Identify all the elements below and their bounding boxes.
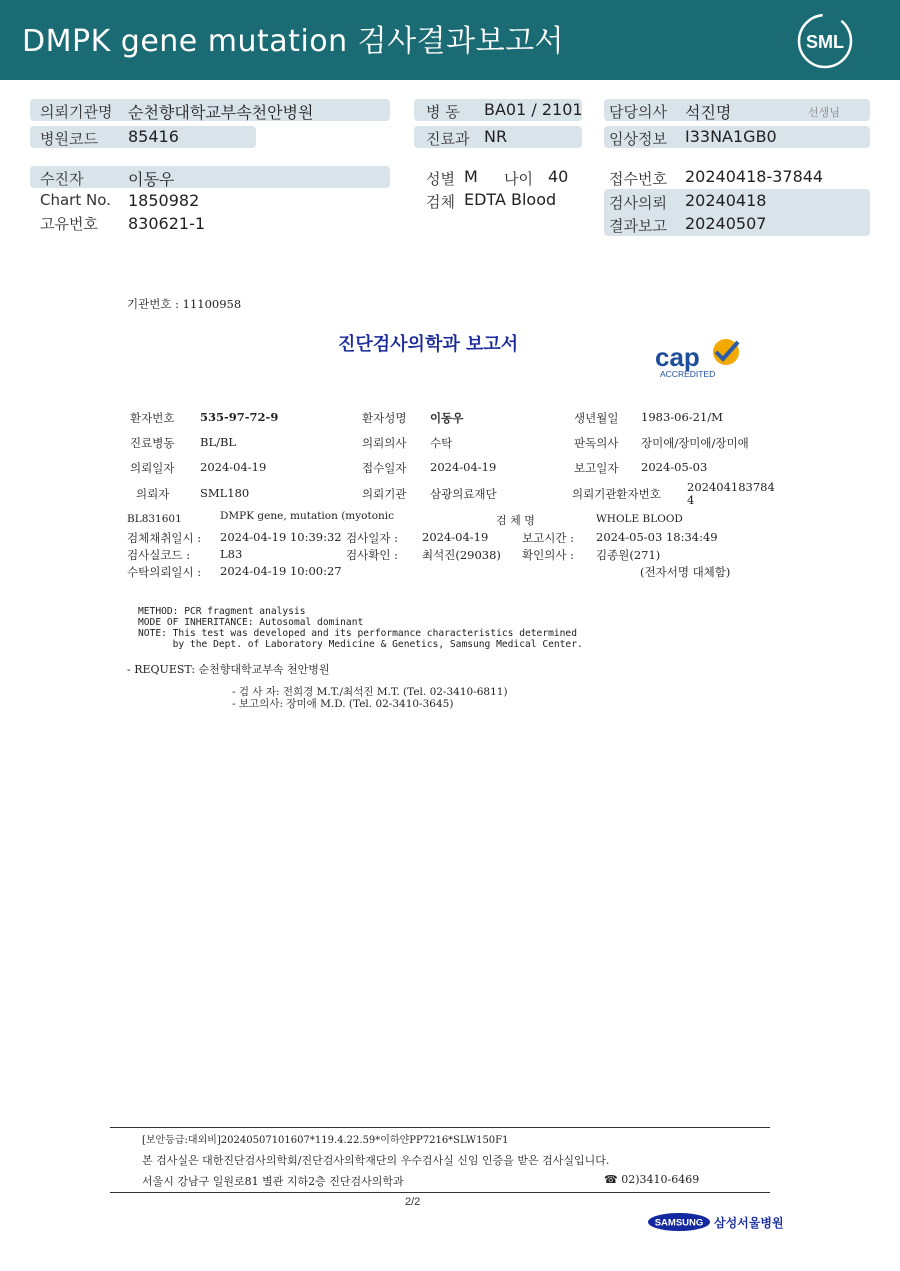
labcode-label: 검사실코드 : — [127, 548, 191, 562]
specimen-name-value: WHOLE BLOOD — [596, 513, 683, 525]
r4-label-1: 의뢰자 — [136, 487, 170, 501]
test-code: BL831601 — [127, 513, 182, 525]
hospital-name: 삼성서울병원 — [714, 1216, 784, 1230]
age-label: 나이 — [504, 170, 533, 188]
r1-label-2: 환자성명 — [362, 411, 407, 425]
r1-label-3: 생년월일 — [574, 411, 619, 425]
samsung-logo-text: SAMSUNG — [654, 1217, 704, 1229]
request-value: 20240418 — [685, 191, 767, 210]
r4-value-2: 삼광의료재단 — [430, 487, 497, 501]
confirmer-value: 김종원(271) — [596, 548, 661, 562]
r3-value-2: 2024-04-19 — [430, 460, 497, 474]
sex-value: M — [464, 167, 478, 186]
age-value: 40 — [548, 167, 569, 186]
r2-value-1: BL/BL — [200, 435, 237, 449]
r2-value-2: 수탁 — [430, 436, 453, 450]
r4-label-2: 의뢰기관 — [362, 487, 407, 501]
hospital-code-label: 병원코드 — [40, 130, 98, 148]
address-line: 서울시 강남구 일원로81 별관 지하2층 진단검사의학과 — [142, 1175, 404, 1188]
esign-note: (전자서명 대체함) — [640, 565, 731, 579]
reporttime-label: 보고시간 : — [522, 531, 574, 545]
consign-label: 수탁의뢰일시 : — [127, 565, 202, 579]
r1-label-1: 환자번호 — [130, 411, 175, 425]
r3-label-3: 보고일자 — [574, 461, 619, 475]
collect-label: 검체채취일시 : — [127, 531, 202, 545]
reporttime-value: 2024-05-03 18:34:49 — [596, 530, 718, 544]
phone-line: ☎ 02)3410-6469 — [604, 1173, 700, 1186]
chart-value: 1850982 — [128, 191, 200, 210]
reporter-line: - 보고의사: 장미애 M.D. (Tel. 02-3410-3645) — [232, 698, 454, 710]
patient-bar — [30, 166, 390, 188]
r4-label-3: 의뢰기관환자번호 — [572, 487, 661, 501]
r2-value-3: 장미애/장미애/장미애 — [641, 436, 749, 450]
org-number: 기관번호 : 11100958 — [127, 297, 242, 311]
report-title: 진단검사의학과 보고서 — [338, 334, 519, 355]
institution-label: 의뢰기관명 — [40, 103, 113, 121]
page-title: DMPK gene mutation 검사결과보고서 — [22, 24, 565, 59]
labcode-value: L83 — [220, 547, 243, 561]
method-line: METHOD: PCR fragment analysis — [138, 606, 306, 617]
reception-value: 20240418-37844 — [685, 167, 824, 186]
ward-value: BA01 / 2101 — [484, 100, 583, 119]
cert-line: 본 검사실은 대한진단검사의학회/진단검사의학재단의 우수검사실 신임 인증을 받은 검사실입니다. — [142, 1154, 610, 1167]
r3-value-1: 2024-04-19 — [200, 460, 267, 474]
sml-logo-text: SML — [806, 32, 844, 52]
method-line: MODE OF INHERITANCE: Autosomal dominant — [138, 617, 364, 628]
footer-top-rule — [110, 1127, 770, 1128]
samsung-logo-icon — [647, 1212, 711, 1232]
consign-value: 2024-04-19 10:00:27 — [220, 564, 342, 578]
unique-value: 830621-1 — [128, 214, 206, 233]
r1-value-2: 이동우 — [430, 411, 464, 425]
testdate-label: 검사일자 : — [346, 531, 398, 545]
collect-value: 2024-04-19 10:39:32 — [220, 530, 342, 544]
r4-value-1: SML180 — [200, 486, 250, 500]
r3-label-1: 의뢰일자 — [130, 461, 175, 475]
test-name: DMPK gene, mutation (myotonic — [220, 510, 395, 522]
report-value: 20240507 — [685, 214, 767, 233]
dept-label: 진료과 — [426, 130, 470, 148]
cap-accredited-icon — [652, 336, 748, 380]
doctor-suffix: 선생님 — [808, 106, 840, 119]
confirmer-label: 확인의사 : — [522, 548, 574, 562]
page-number: 2/2 — [405, 1196, 421, 1208]
patient-label: 수진자 — [40, 170, 84, 188]
r4-value-3-cont: 4 — [687, 493, 695, 507]
r3-label-2: 접수일자 — [362, 461, 407, 475]
method-line: by the Dept. of Laboratory Medicine & Genetics, Samsung Medical Center. — [138, 639, 583, 650]
cap-sub: ACCREDITED — [660, 369, 716, 379]
patient-value: 이동우 — [128, 170, 175, 189]
unique-label: 고유번호 — [40, 215, 98, 233]
doctor-value: 석진명 — [685, 103, 732, 122]
r2-label-2: 의뢰의사 — [362, 436, 407, 450]
r2-label-3: 판독의사 — [574, 436, 619, 450]
cap-text: cap — [655, 342, 700, 372]
r1-value-3: 1983-06-21/M — [641, 410, 723, 424]
chart-label: Chart No. — [40, 191, 111, 209]
footer-bottom-rule — [110, 1192, 770, 1193]
method-line: NOTE: This test was developed and its performance characteristics determined — [138, 628, 577, 639]
testdate-value: 2024-04-19 — [422, 530, 489, 544]
report-label: 결과보고 — [609, 217, 667, 235]
clinical-label: 임상정보 — [609, 130, 667, 148]
request-line: - REQUEST: 순천향대학교부속 천안병원 — [127, 663, 330, 676]
institution-value: 순천향대학교부속천안병원 — [128, 103, 314, 122]
method-block — [138, 606, 583, 650]
r2-label-1: 진료병동 — [130, 436, 175, 450]
request-label: 검사의뢰 — [609, 194, 667, 212]
doctor-label: 담당의사 — [609, 103, 667, 121]
specimen-name-label: 검 체 명 — [496, 514, 535, 527]
sml-logo-icon — [796, 12, 854, 70]
ward-label: 병 동 — [426, 103, 460, 121]
reception-label: 접수번호 — [609, 170, 667, 188]
r3-value-3: 2024-05-03 — [641, 460, 708, 474]
tester-line: - 검 사 자: 전희경 M.T./최석진 M.T. (Tel. 02-3410-6811) — [232, 686, 508, 698]
dept-value: NR — [484, 127, 508, 146]
specimen-label: 검체 — [426, 193, 455, 211]
confirm-label: 검사확인 : — [346, 548, 398, 562]
hospital-code-value: 85416 — [128, 127, 179, 146]
r1-value-1: 535-97-72-9 — [200, 410, 279, 424]
specimen-value: EDTA Blood — [464, 190, 557, 209]
clinical-value: I33NA1GB0 — [685, 127, 777, 146]
confirm-value: 최석진(29038) — [422, 548, 501, 562]
sex-label: 성별 — [426, 170, 455, 188]
r4-value-3: 202404183784 — [687, 480, 775, 494]
security-line: [보안등급:대외비]20240507101607*119.4.22.59*이하얀PP7216*SLW150F1 — [142, 1135, 509, 1146]
